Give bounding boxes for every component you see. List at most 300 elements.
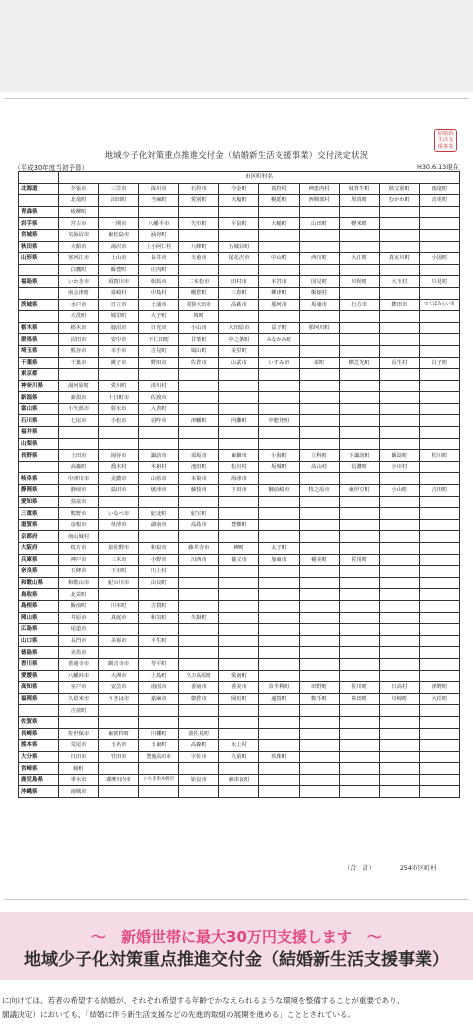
municipality-cell: 柳津町 (259, 287, 299, 299)
municipality-cell (379, 311, 419, 323)
municipality-cell: 長井市 (139, 253, 179, 265)
municipality-cell (219, 705, 259, 717)
municipality-cell (419, 508, 459, 520)
prefecture-cell: 熊本県 (19, 740, 59, 752)
table-row (19, 461, 460, 473)
municipality-cell (139, 786, 179, 798)
municipality-cell (339, 763, 379, 775)
municipality-cell: 飯島町 (379, 450, 419, 462)
municipality-cell (219, 589, 259, 601)
municipality-cell: 大館市 (59, 241, 99, 253)
municipality-cell: 小山市 (179, 322, 219, 334)
municipality-cell: 今金町 (219, 183, 259, 195)
municipality-cell: 吉見町 (139, 345, 179, 357)
municipality-cell: 平泉町 (219, 218, 259, 230)
municipality-cell: 薩摩川内市 (99, 774, 139, 786)
seal-line-2: 生活支 (437, 137, 454, 144)
municipality-cell: 日光市 (139, 322, 179, 334)
body-text-line-2: 閣議決定）においても、「結婚に伴う新生活支援などの先進的取組の展開を進める」こととされている。 (2, 1010, 356, 1019)
municipality-cell (299, 786, 339, 798)
table-row (19, 496, 460, 508)
municipality-cell: 琴平町 (139, 658, 179, 670)
municipality-cell (299, 751, 339, 763)
municipality-cell: 紀宝町 (179, 508, 219, 520)
municipality-cell: 一関市 (99, 218, 139, 230)
municipality-cell (299, 624, 339, 636)
municipality-cell (419, 473, 459, 485)
municipality-cell (299, 600, 339, 612)
municipality-cell (139, 496, 179, 508)
municipality-cell (179, 438, 219, 450)
municipality-cell (299, 566, 339, 578)
municipality-cell (139, 369, 179, 381)
municipality-cell (419, 311, 459, 323)
municipality-cell (379, 705, 419, 717)
municipality-cell (139, 647, 179, 659)
municipality-cell (419, 287, 459, 299)
municipality-cell (219, 531, 259, 543)
table-header-row (19, 172, 460, 184)
municipality-cell (179, 427, 219, 439)
municipality-cell (299, 740, 339, 752)
municipality-cell (419, 322, 459, 334)
prefecture-cell: 岩手県 (19, 218, 59, 230)
municipality-cell: つくばみらい市 (419, 299, 459, 311)
municipality-cell: 玉名市 (99, 740, 139, 752)
municipality-cell (379, 740, 419, 752)
prefecture-cell (19, 705, 59, 717)
municipality-cell (339, 624, 379, 636)
municipality-cell (379, 589, 419, 601)
municipality-cell (219, 380, 259, 392)
table-header: 市区町村名 (59, 172, 460, 184)
municipality-cell: 遠賀町 (259, 693, 299, 705)
municipality-cell (99, 369, 139, 381)
municipality-cell (299, 334, 339, 346)
municipality-cell: 中山町 (259, 253, 299, 265)
municipality-cell (339, 392, 379, 404)
municipality-cell (379, 322, 419, 334)
municipality-cell (259, 670, 299, 682)
municipality-cell (219, 716, 259, 728)
municipality-cell (219, 508, 259, 520)
municipality-cell (219, 647, 259, 659)
prefecture-cell: 石川県 (19, 415, 59, 427)
municipality-cell: 十日町市 (99, 392, 139, 404)
municipality-cell: 香南市 (179, 682, 219, 694)
municipality-cell (99, 716, 139, 728)
as-of-date: H30.6.13現在 (417, 163, 459, 171)
municipality-cell (419, 600, 459, 612)
table-row (19, 589, 460, 601)
municipality-cell (259, 311, 299, 323)
municipality-cell: 土浦市 (139, 299, 179, 311)
municipality-cell: 豊後高田市 (139, 751, 179, 763)
municipality-cell: むかわ町 (379, 195, 419, 207)
municipality-cell: 東御市 (219, 450, 259, 462)
seal-stamp (434, 129, 457, 152)
table-row (19, 577, 460, 589)
prefecture-cell: 青森県 (19, 206, 59, 218)
municipality-cell (259, 241, 299, 253)
municipality-cell (339, 566, 379, 578)
document-title: 地域少子化対策重点推進交付金（結婚新生活支援事業）交付決定状況 (104, 150, 369, 160)
municipality-cell (299, 612, 339, 624)
municipality-cell (59, 369, 99, 381)
municipality-cell: 美馬市 (59, 647, 99, 659)
municipality-cell: 三笠市 (99, 183, 139, 195)
municipality-cell (419, 206, 459, 218)
municipality-cell: 山武市 (219, 357, 259, 369)
municipality-cell (99, 763, 139, 775)
municipality-cell (179, 566, 219, 578)
municipality-cell (379, 496, 419, 508)
municipality-cell: 妹背牛町 (339, 183, 379, 195)
municipality-cell (379, 531, 419, 543)
municipality-cell (419, 670, 459, 682)
municipality-cell: 上田市 (59, 450, 99, 462)
municipality-cell: 須賀川市 (99, 276, 139, 288)
municipality-cell: 大槌町 (259, 218, 299, 230)
table-row (19, 473, 460, 485)
municipality-cell: 天塩町 (219, 195, 259, 207)
municipality-cell (259, 369, 299, 381)
municipality-cell (339, 658, 379, 670)
table-row (19, 369, 460, 381)
municipality-cell (179, 589, 219, 601)
municipality-cell: 大洲市 (99, 670, 139, 682)
municipality-cell (379, 427, 419, 439)
municipality-cell: 那珂市 (259, 299, 299, 311)
table-row (19, 241, 460, 253)
municipality-cell: 鉾田市 (379, 299, 419, 311)
municipality-cell: 日田市 (59, 751, 99, 763)
municipality-cell: 川上村 (139, 566, 179, 578)
municipality-cell (339, 774, 379, 786)
table-row (19, 299, 460, 311)
municipality-cell (259, 206, 299, 218)
municipality-cell: 島田市 (99, 485, 139, 497)
municipality-cell (179, 763, 219, 775)
municipality-cell (219, 206, 259, 218)
banner-title: 地域少子化対策重点推進交付金（結婚新生活支援事業） (24, 950, 449, 970)
municipality-cell (379, 716, 419, 728)
municipality-cell: 香美市 (219, 682, 259, 694)
municipality-cell (179, 600, 219, 612)
municipality-cell (219, 496, 259, 508)
municipality-cell (299, 380, 339, 392)
municipality-cell: 甘楽町 (179, 334, 219, 346)
municipality-cell (339, 786, 379, 798)
municipality-cell: 枚方市 (59, 543, 99, 555)
municipality-cell (299, 508, 339, 520)
municipality-cell (339, 589, 379, 601)
municipality-cell: 石狩市 (179, 183, 219, 195)
municipality-cell: 幸手市 (99, 345, 139, 357)
municipality-cell: 高森町 (59, 461, 99, 473)
municipality-cell (419, 415, 459, 427)
municipality-table (18, 171, 460, 798)
municipality-cell (179, 380, 219, 392)
municipality-cell: 宮古市 (59, 218, 99, 230)
municipality-cell: 東串良町 (219, 774, 259, 786)
municipality-cell (419, 218, 459, 230)
table-row (19, 195, 460, 207)
municipality-cell: 垂水市 (59, 774, 99, 786)
prefecture-cell: 宮城県 (19, 229, 59, 241)
municipality-cell (339, 206, 379, 218)
prefecture-cell (19, 461, 59, 473)
prefecture-cell: 沖縄県 (19, 786, 59, 798)
municipality-cell (379, 438, 419, 450)
municipality-cell (419, 763, 459, 775)
table-row (19, 380, 460, 392)
municipality-cell: 八幡浜市 (59, 670, 99, 682)
municipality-cell (379, 624, 419, 636)
municipality-cell: 只見町 (419, 276, 459, 288)
municipality-cell (299, 403, 339, 415)
municipality-cell (419, 496, 459, 508)
municipality-cell (379, 786, 419, 798)
municipality-cell: 湯沢市 (99, 241, 139, 253)
municipality-cell: 深川市 (139, 183, 179, 195)
municipality-cell (219, 438, 259, 450)
municipality-cell: 千葉市 (59, 357, 99, 369)
prefecture-cell: 福岡県 (19, 693, 59, 705)
header-corner (19, 172, 59, 184)
municipality-cell (419, 427, 459, 439)
municipality-cell: 銚子市 (99, 357, 139, 369)
municipality-cell (179, 392, 219, 404)
municipality-cell: 稲美町 (299, 554, 339, 566)
municipality-cell: 上島町 (139, 670, 179, 682)
municipality-cell: 和歌山市 (59, 577, 99, 589)
municipality-cell (99, 786, 139, 798)
municipality-cell: 紀の川市 (99, 577, 139, 589)
municipality-cell: 善通寺市 (59, 658, 99, 670)
municipality-cell (259, 786, 299, 798)
municipality-cell (419, 728, 459, 740)
prefecture-cell: 北海道 (19, 183, 59, 195)
municipality-cell: 坂東市 (299, 299, 339, 311)
municipality-cell (219, 392, 259, 404)
document-page (4, 98, 469, 900)
municipality-cell: いなべ市 (99, 508, 139, 520)
municipality-cell: 須坂市 (179, 450, 219, 462)
municipality-cell: 川俣町 (339, 276, 379, 288)
municipality-cell: 軽米町 (339, 218, 379, 230)
municipality-cell: 綾町 (59, 763, 99, 775)
table-row (19, 600, 460, 612)
municipality-cell: 岡谷市 (99, 450, 139, 462)
municipality-cell (259, 519, 299, 531)
municipality-cell: 清川村 (139, 380, 179, 392)
municipality-cell (299, 635, 339, 647)
municipality-cell: 夕張市 (59, 183, 99, 195)
municipality-cell: 三春町 (219, 287, 259, 299)
municipality-cell: 小山町 (379, 485, 419, 497)
municipality-cell (339, 322, 379, 334)
municipality-cell (419, 369, 459, 381)
table-row (19, 670, 460, 682)
municipality-cell (139, 427, 179, 439)
municipality-cell: 東彼杵町 (99, 728, 139, 740)
municipality-cell (339, 612, 379, 624)
municipality-cell (299, 311, 339, 323)
municipality-cell: 弥富市 (59, 496, 99, 508)
municipality-cell (379, 264, 419, 276)
seal-line-1: 結婚新 (437, 130, 454, 137)
municipality-cell: 本巣市 (179, 473, 219, 485)
municipality-cell (339, 415, 379, 427)
municipality-cell (379, 218, 419, 230)
table-row (19, 450, 460, 462)
prefecture-cell: 静岡県 (19, 485, 59, 497)
municipality-cell: 飯舘村 (299, 287, 339, 299)
municipality-cell (339, 635, 379, 647)
municipality-cell (219, 600, 259, 612)
municipality-cell: 庄内町 (139, 264, 179, 276)
municipality-cell (299, 658, 339, 670)
municipality-cell: 行方市 (339, 299, 379, 311)
municipality-cell: 岡垣町 (219, 693, 259, 705)
municipality-cell: 羽咋市 (139, 415, 179, 427)
municipality-cell: 由良町 (139, 577, 179, 589)
municipality-cell: 白鷹町 (59, 264, 99, 276)
table-row (19, 751, 460, 763)
prefecture-cell: 茨城県 (19, 299, 59, 311)
municipality-cell: 国見町 (299, 276, 339, 288)
municipality-cell: 那珂川町 (299, 322, 339, 334)
municipality-cell (259, 473, 299, 485)
municipality-cell (339, 577, 379, 589)
municipality-cell: 射水市 (99, 403, 139, 415)
municipality-cell (179, 229, 219, 241)
municipality-cell (339, 751, 379, 763)
municipality-cell (339, 380, 379, 392)
municipality-cell (299, 264, 339, 276)
municipality-cell (419, 716, 459, 728)
municipality-cell (379, 403, 419, 415)
table-row (19, 508, 460, 520)
municipality-cell: 竹田市 (99, 751, 139, 763)
municipality-cell (339, 403, 379, 415)
prefecture-cell: 高知県 (19, 682, 59, 694)
municipality-cell: 井原市 (59, 612, 99, 624)
municipality-cell: 真狩村 (259, 183, 299, 195)
municipality-cell: 観音寺市 (99, 658, 139, 670)
municipality-cell: 朝倉市 (179, 693, 219, 705)
municipality-cell: 上山市 (99, 253, 139, 265)
municipality-cell (179, 531, 219, 543)
municipality-cell: 当麻町 (139, 195, 179, 207)
table-row (19, 763, 460, 775)
municipality-cell: 池田町 (179, 461, 219, 473)
municipality-cell: 中島村 (139, 287, 179, 299)
municipality-cell (339, 705, 379, 717)
municipality-cell: 水上村 (219, 740, 259, 752)
municipality-cell (419, 334, 459, 346)
table-row (19, 543, 460, 555)
municipality-cell: 秩父別町 (379, 183, 419, 195)
municipality-cell (419, 577, 459, 589)
municipality-cell (339, 241, 379, 253)
municipality-cell (219, 264, 259, 276)
municipality-cell (339, 728, 379, 740)
municipality-cell (299, 519, 339, 531)
municipality-cell: 水戸市 (59, 299, 99, 311)
municipality-cell: 飯豊町 (99, 264, 139, 276)
municipality-cell (179, 658, 219, 670)
municipality-cell (299, 427, 339, 439)
municipality-cell: 南城市 (59, 786, 99, 798)
prefecture-cell: 佐賀県 (19, 716, 59, 728)
municipality-cell (219, 612, 259, 624)
municipality-cell: 寒河江市 (59, 253, 99, 265)
municipality-cell (419, 345, 459, 357)
municipality-cell: 北竜町 (59, 195, 99, 207)
municipality-cell (339, 543, 379, 555)
municipality-cell (259, 531, 299, 543)
municipality-cell (419, 531, 459, 543)
municipality-cell: 小海町 (259, 450, 299, 462)
prefecture-cell: 福井県 (19, 427, 59, 439)
municipality-cell: 矢掛町 (179, 612, 219, 624)
municipality-cell: 中之条町 (219, 334, 259, 346)
municipality-cell: 涌谷町 (139, 229, 179, 241)
municipality-cell (179, 705, 219, 717)
municipality-cell: 湖南市 (139, 519, 179, 531)
table-row (19, 345, 460, 357)
prefecture-cell: 栃木県 (19, 322, 59, 334)
table-row (19, 427, 460, 439)
municipality-cell (179, 786, 219, 798)
table-row (19, 566, 460, 578)
municipality-cell: 幌延町 (259, 195, 299, 207)
table-row (19, 519, 460, 531)
municipality-cell (379, 392, 419, 404)
municipality-cell (219, 427, 259, 439)
municipality-cell (299, 670, 339, 682)
municipality-cell (379, 728, 419, 740)
municipality-cell: 佐川町 (339, 682, 379, 694)
table-row (19, 415, 460, 427)
municipality-cell (419, 740, 459, 752)
municipality-cell (419, 461, 459, 473)
municipality-cell (259, 566, 299, 578)
municipality-cell: 北栄町 (59, 589, 99, 601)
prefecture-cell: 千葉県 (19, 357, 59, 369)
table-row (19, 624, 460, 636)
municipality-cell (219, 229, 259, 241)
prefecture-cell: 秋田県 (19, 241, 59, 253)
prefecture-cell: 埼玉県 (19, 345, 59, 357)
municipality-cell: 山田町 (299, 218, 339, 230)
prefecture-cell: 東京都 (19, 369, 59, 381)
municipality-cell (259, 589, 299, 601)
municipality-cell: 奈半利町 (259, 682, 299, 694)
municipality-cell: 雨竜町 (419, 183, 459, 195)
municipality-cell (299, 229, 339, 241)
municipality-cell: 小国町 (419, 253, 459, 265)
municipality-cell (219, 763, 259, 775)
municipality-cell (419, 543, 459, 555)
municipality-cell (259, 705, 299, 717)
municipality-cell: 佐用町 (339, 554, 379, 566)
municipality-cell: 安芸市 (99, 682, 139, 694)
municipality-cell (299, 206, 339, 218)
municipality-cell: 泉崎村 (99, 287, 139, 299)
